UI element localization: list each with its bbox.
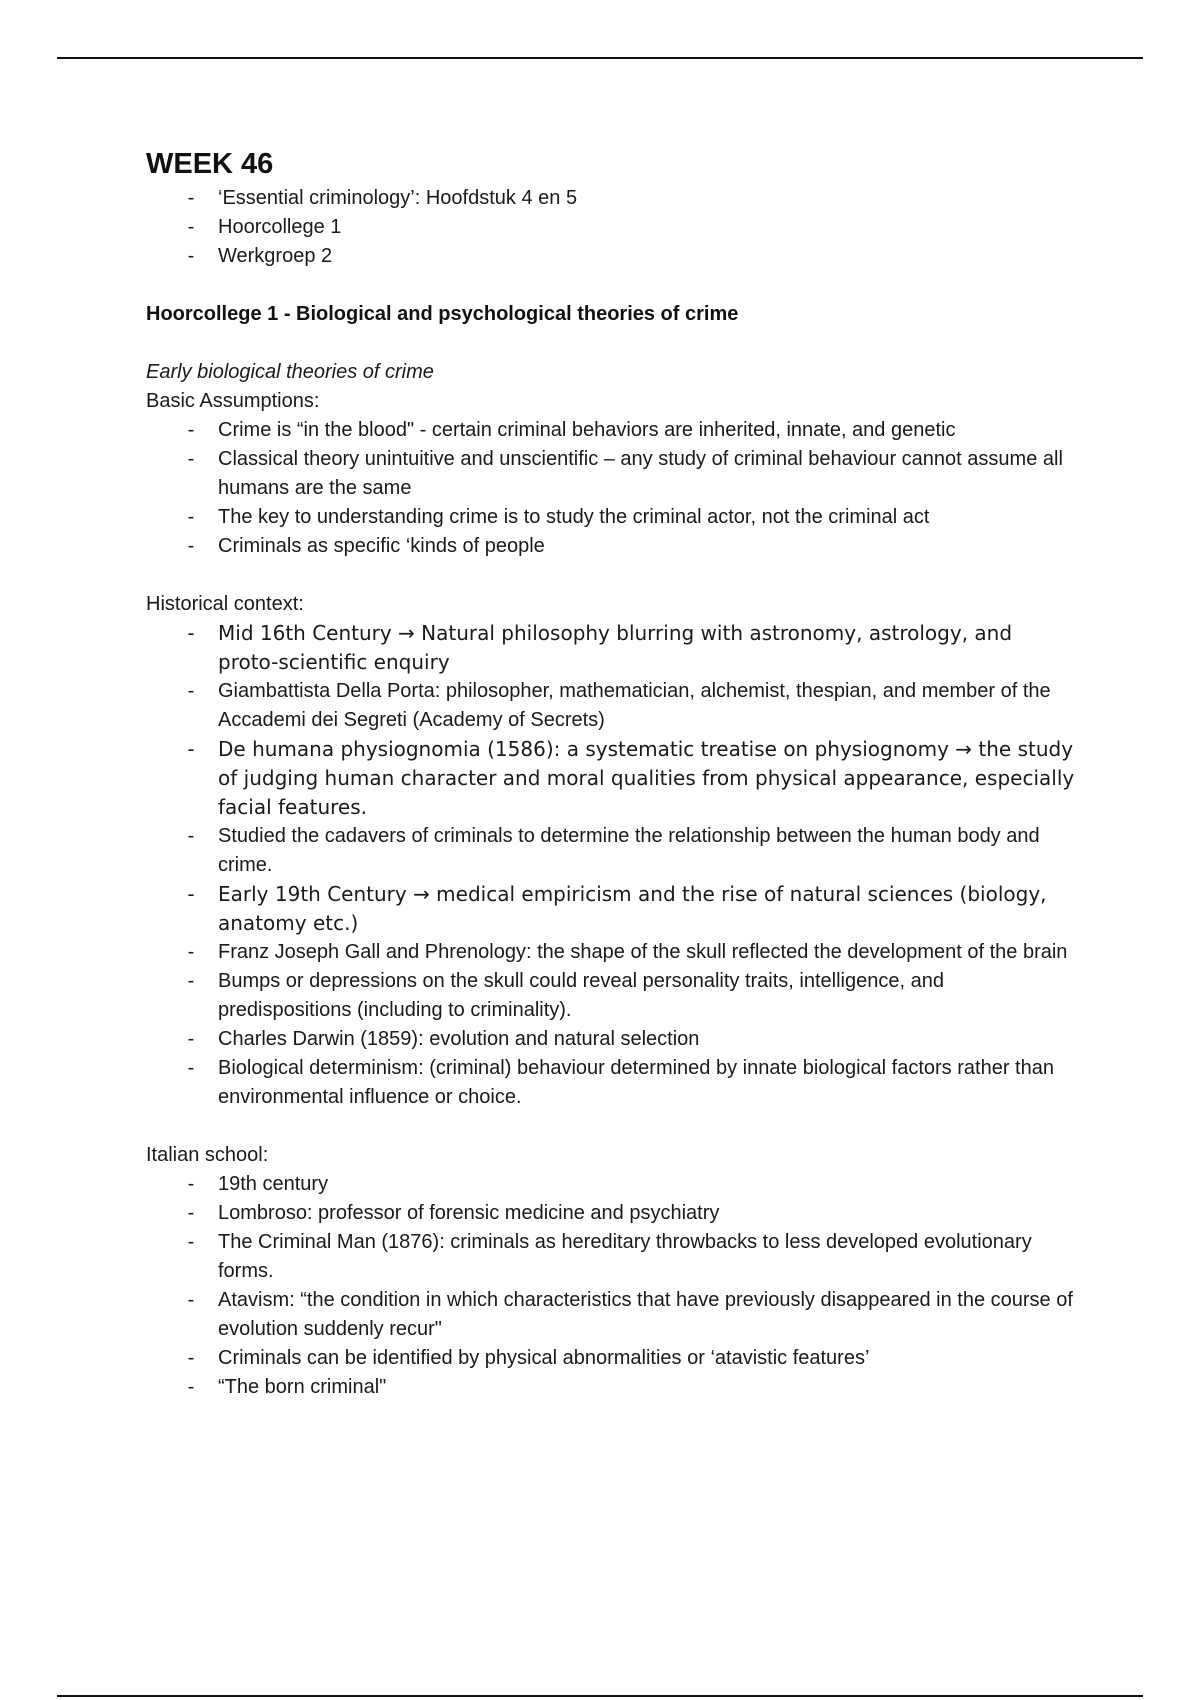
dash-bullet: - [187, 1231, 195, 1253]
list-item: - Early 19th Century → medical empiricism and the rise of natural sciences (biology, anatomy etc.) [146, 880, 1076, 938]
document-body [146, 144, 1076, 1402]
top-rule [57, 57, 1143, 59]
dash-bullet: - [187, 245, 195, 267]
list-item: - Bumps or depressions on the skull could reveal personality traits, intelligence, and predispositions (including to criminality). [146, 967, 1076, 1025]
dash-bullet: - [187, 1202, 195, 1224]
list-item: - Classical theory unintuitive and unscientific – any study of criminal behaviour cannot assume all humans are the same [146, 445, 1076, 503]
list-item: - ‘Essential criminology’: Hoofdstuk 4 en 5 [146, 184, 1076, 213]
dash-bullet: - [187, 1376, 195, 1398]
list-item: - Criminals can be identified by physical abnormalities or ‘atavistic features’ [146, 1344, 1076, 1373]
list-item: - Giambattista Della Porta: philosopher, mathematician, alchemist, thespian, and member of the Accademi dei Segreti (Academy of Secrets) [146, 677, 1076, 735]
bottom-rule [57, 1695, 1143, 1697]
dash-bullet: - [187, 1347, 195, 1369]
assumptions-list [146, 416, 1076, 561]
dash-bullet: - [187, 1289, 195, 1311]
list-item: - “The born criminal" [146, 1373, 1076, 1402]
historical-label: Historical context: [146, 593, 304, 615]
italian-school-list [146, 1170, 1076, 1402]
dash-bullet: - [187, 882, 195, 906]
dash-bullet: - [187, 535, 195, 557]
dash-bullet: - [187, 737, 195, 761]
dash-bullet: - [187, 941, 195, 963]
dash-bullet: - [187, 506, 195, 528]
list-item: - Franz Joseph Gall and Phrenology: the shape of the skull reflected the development of the brain [146, 938, 1076, 967]
list-item: - The Criminal Man (1876): criminals as hereditary throwbacks to less developed evolutionary forms. [146, 1228, 1076, 1286]
dash-bullet: - [187, 1057, 195, 1079]
dash-bullet: - [187, 621, 195, 645]
historical-list [146, 619, 1076, 1112]
dash-bullet: - [187, 419, 195, 441]
dash-bullet: - [187, 825, 195, 847]
week-list [146, 184, 1076, 271]
italian-school-label: Italian school: [146, 1144, 269, 1166]
dash-bullet: - [187, 1173, 195, 1195]
list-item: - 19th century [146, 1170, 1076, 1199]
list-item: - Lombroso: professor of forensic medicine and psychiatry [146, 1199, 1076, 1228]
list-item: - Studied the cadavers of criminals to determine the relationship between the human body and crime. [146, 822, 1076, 880]
section-subheading: Early biological theories of crime [146, 361, 434, 383]
list-item: - Biological determinism: (criminal) behaviour determined by innate biological factors rather than environmental influence or choice. [146, 1054, 1076, 1112]
list-item: - De humana physiognomia (1586): a systematic treatise on physiognomy → the study of judging human character and moral qualities from physical appearance, especially facial features. [146, 735, 1076, 822]
dash-bullet: - [187, 448, 195, 470]
page-title: WEEK 46 [146, 148, 274, 180]
dash-bullet: - [187, 187, 195, 209]
list-item: - Crime is “in the blood" - certain criminal behaviors are inherited, innate, and genetic [146, 416, 1076, 445]
list-item: - Criminals as specific ‘kinds of people [146, 532, 1076, 561]
list-item: - Atavism: “the condition in which characteristics that have previously disappeared in the course of evolution suddenly recur" [146, 1286, 1076, 1344]
list-item: - Hoorcollege 1 [146, 213, 1076, 242]
list-item: - Mid 16th Century → Natural philosophy blurring with astronomy, astrology, and proto-scientific enquiry [146, 619, 1076, 677]
dash-bullet: - [187, 1028, 195, 1050]
lecture-heading: Hoorcollege 1 - Biological and psychological theories of crime [146, 303, 739, 325]
assumptions-label: Basic Assumptions: [146, 390, 320, 412]
dash-bullet: - [187, 970, 195, 992]
dash-bullet: - [187, 680, 195, 702]
list-item: - Charles Darwin (1859): evolution and natural selection [146, 1025, 1076, 1054]
dash-bullet: - [187, 216, 195, 238]
list-item: - Werkgroep 2 [146, 242, 1076, 271]
list-item: - The key to understanding crime is to study the criminal actor, not the criminal act [146, 503, 1076, 532]
